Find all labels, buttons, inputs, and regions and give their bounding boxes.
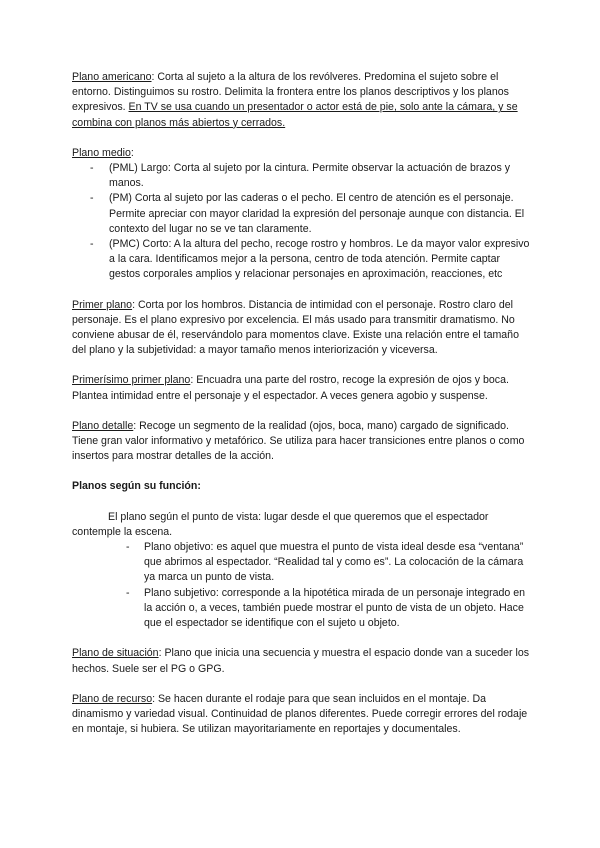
planos-funcion-section [72, 510, 530, 632]
bullet-dash: - [90, 238, 94, 251]
plano-medio-item-pml: (PML) Largo: Corta al sujeto por la cintura. Permite observar la actuación de brazos y manos. [109, 162, 510, 190]
plano-detalle-paragraph [72, 419, 530, 465]
plano-medio-item-pm: (PM) Corta al sujeto por las caderas o el pecho. El centro de atención es el personaje. Permite apreciar con mayor claridad la expresión del personaje aunque con distancia. El contexto del lugar no se ve tan claramente. [109, 192, 525, 235]
bullet-dash: - [126, 541, 130, 554]
bullet-dash: - [90, 162, 94, 175]
plano-situacion-term: Plano de situación [72, 647, 159, 660]
primer-plano-paragraph [72, 298, 530, 359]
plano-situacion-paragraph [72, 646, 530, 676]
plano-medio-term: Plano medio [72, 146, 131, 159]
plano-detalle-term: Plano detalle [72, 419, 134, 432]
primerisimo-primer-plano-paragraph [72, 373, 530, 403]
plano-situacion-text: : Plano que inicia una secuencia y muestra el espacio donde van a suceder los hechos. Suele ser el PG o GPG. [72, 647, 530, 675]
plano-recurso-paragraph [72, 692, 530, 738]
document-page [72, 70, 530, 752]
list-item [72, 237, 530, 283]
planos-funcion-list [72, 540, 530, 631]
primerisimo-primer-plano-term: Primerísimo primer plano [72, 374, 191, 387]
plano-recurso-text: : Se hacen durante el rodaje para que sean incluidos en el montaje. Da dinamismo y variedad visual. Continuidad de planos diferentes. Puede corregir errores del rodaje en montaje, si hubiera. Se utilizan mayoritariamente en reportajes y documentales. [72, 692, 528, 736]
plano-recurso-term: Plano de recurso [72, 692, 153, 705]
plano-americano-text: : Corta al sujeto a la altura de los revólveres. Predomina el sujeto sobre el entorno. Distinguimos su rostro. Delimita la frontera entre los planos descriptivos y los planos expresivos. [72, 71, 509, 114]
plano-americano-paragraph [72, 70, 530, 131]
plano-medio-list [72, 161, 530, 283]
planos-funcion-heading: Planos según su función: [72, 480, 201, 493]
list-item [72, 161, 530, 191]
bullet-dash: - [90, 192, 94, 205]
plano-americano-tv-note: En TV se usa cuando un presentador o actor está de pie, solo ante la cámara, y se combina con planos más abiertos y cerrados. [72, 101, 518, 129]
plano-medio-colon: : [130, 146, 134, 159]
plano-medio-heading [72, 146, 530, 161]
primer-plano-text: : Corta por los hombros. Distancia de intimidad con el personaje. Rostro claro del personaje. Es el plano expresivo por excelencia. El más usado para transmitir dramatismo. No conviene abusar de él, reservándolo para momentos clave. Existe una relación entre el tamaño del plano y la subjetividad: a mayor tamaño menos interiorización y viceversa. [72, 298, 519, 357]
bullet-dash: - [126, 586, 130, 599]
plano-americano-term: Plano americano [72, 71, 152, 83]
primerisimo-primer-plano-text: : Encuadra una parte del rostro, recoge la expresión de ojos y boca. Plantea intimidad entre el personaje y el espectador. A veces genera agobio y suspense. [72, 374, 509, 402]
plano-subjetivo-item: Plano subjetivo: corresponde a la hipotética mirada de un personaje integrado en la acción o, a veces, también puede mostrar el punto de vista de un objeto. Hace que el espectador se identifique con el sujeto u objeto. [144, 586, 526, 630]
list-item [72, 191, 530, 237]
planos-funcion-intro: El plano según el punto de vista: lugar desde el que queremos que el espectador contemple la escena. [72, 510, 489, 538]
list-item [72, 586, 530, 632]
plano-medio-section [72, 146, 530, 283]
primer-plano-term: Primer plano [72, 298, 133, 311]
plano-objetivo-item: Plano objetivo: es aquel que muestra el punto de vista ideal desde esa “ventana” que abrimos al espectador. “Realidad tal y como es”. La colocación de la cámara ya marca un punto de vista. [144, 541, 524, 584]
plano-detalle-text: : Recoge un segmento de la realidad (ojos, boca, mano) cargado de significado. Tiene gran valor informativo y metafórico. Se utiliza para hacer transiciones entre planos o como insertos para mostrar detalles de la acción. [72, 419, 525, 463]
list-item [72, 540, 530, 586]
plano-medio-item-pmc: (PMC) Corto: A la altura del pecho, recoge rostro y hombros. Le da mayor valor expresivo a la cara. Identificamos mejor a la persona, centro de toda atención. Permite captar gestos corporales amplios y relacionar personajes en aproximación, reacciones, etc [109, 238, 530, 281]
